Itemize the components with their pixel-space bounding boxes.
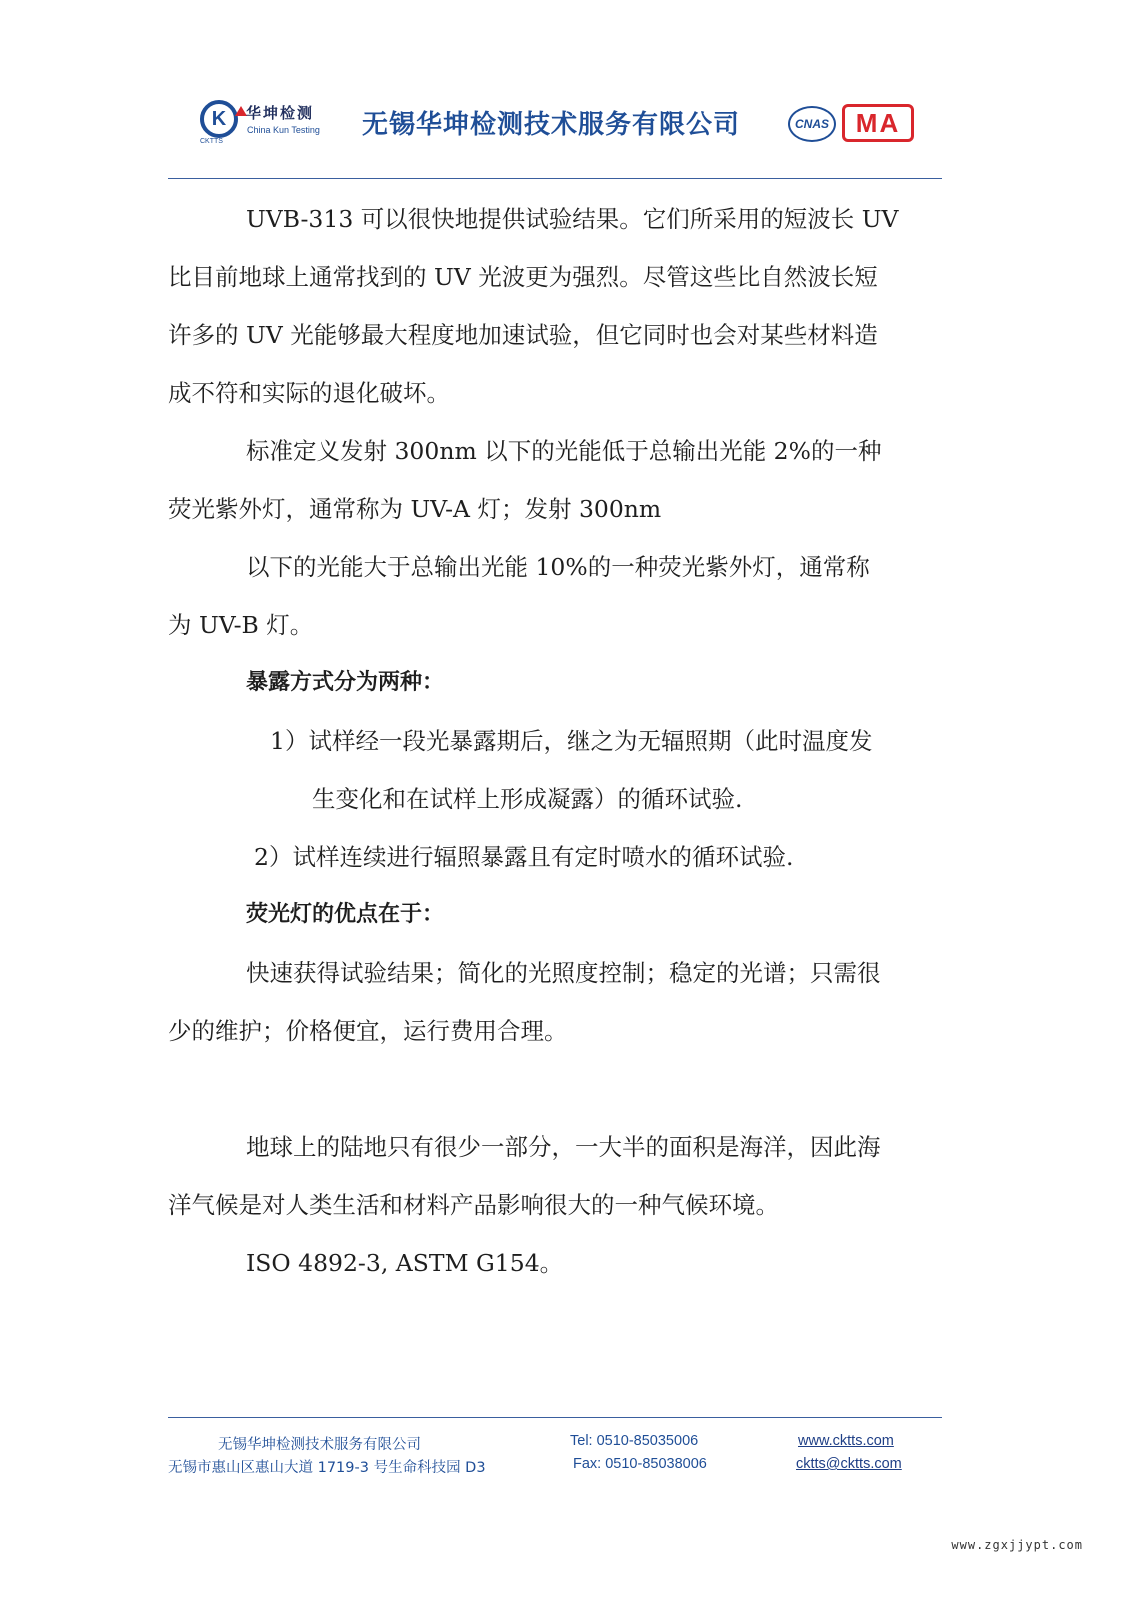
footer-website-link[interactable]: www.cktts.com <box>798 1433 894 1449</box>
footer-tel: Tel: 0510-85035006 <box>570 1433 699 1449</box>
footer-address: 无锡市惠山区惠山大道 1719-3 号生命科技园 D3 <box>168 1460 486 1476</box>
section-heading: 荧光灯的优点在于： <box>246 902 445 927</box>
list-item-continuation: 生变化和在试样上形成凝露）的循环试验. <box>312 785 743 813</box>
footer-divider <box>168 1417 942 1418</box>
footer-company: 无锡华坤检测技术服务有限公司 <box>218 1437 421 1453</box>
logo-chinese-name: 华坤检测 <box>246 104 315 122</box>
header-divider <box>168 178 942 179</box>
logo-english-name: China Kun Testing <box>247 125 320 135</box>
paragraph-line: 为 UV-B 灯。 <box>168 611 314 639</box>
paragraph-line: 许多的 UV 光能够最大程度地加速试验，但它同时也会对某些材料造 <box>168 321 878 349</box>
footer-email-link[interactable]: cktts@cktts.com <box>796 1456 902 1472</box>
paragraph-line: 少的维护；价格便宜，运行费用合理。 <box>168 1017 568 1045</box>
paragraph-line: 成不符和实际的退化破坏。 <box>168 379 450 407</box>
standards-reference: ISO 4892-3, ASTM G154。 <box>246 1249 564 1277</box>
logo-abbreviation: CKTTS <box>200 138 223 145</box>
company-title: 无锡华坤检测技术服务有限公司 <box>362 110 741 140</box>
cma-logo: MA <box>842 104 914 142</box>
paragraph-line: 洋气候是对人类生活和材料产品影响很大的一种气候环境。 <box>168 1191 779 1219</box>
page-footer <box>0 1425 1131 1485</box>
paragraph-line: 以下的光能大于总输出光能 10%的一种荧光紫外灯，通常称 <box>246 553 870 581</box>
watermark: www.zgxjjypt.com <box>951 1538 1083 1552</box>
paragraph-line: UVB-313 可以很快地提供试验结果。它们所采用的短波长 UV <box>246 205 899 233</box>
paragraph-line: 比目前地球上通常找到的 UV 光波更为强烈。尽管这些比自然波长短 <box>168 263 878 291</box>
page-header <box>0 0 1131 190</box>
footer-fax: Fax: 0510-85038006 <box>573 1456 707 1472</box>
paragraph-line: 标准定义发射 300nm 以下的光能低于总输出光能 2%的一种 <box>246 437 882 465</box>
paragraph-line: 快速获得试验结果；简化的光照度控制；稳定的光谱；只需很 <box>246 959 881 987</box>
company-logo <box>200 98 330 148</box>
section-heading: 暴露方式分为两种： <box>246 670 445 695</box>
logo-k-icon: K <box>200 100 238 138</box>
list-item: 2）试样连续进行辐照暴露且有定时喷水的循环试验. <box>254 843 794 871</box>
list-item: 1）试样经一段光暴露期后，继之为无辐照期（此时温度发 <box>270 727 873 755</box>
cnas-logo: CNAS <box>788 106 836 142</box>
paragraph-line: 荧光紫外灯，通常称为 UV-A 灯；发射 300nm <box>168 495 662 523</box>
paragraph-line: 地球上的陆地只有很少一部分，一大半的面积是海洋，因此海 <box>246 1133 881 1161</box>
